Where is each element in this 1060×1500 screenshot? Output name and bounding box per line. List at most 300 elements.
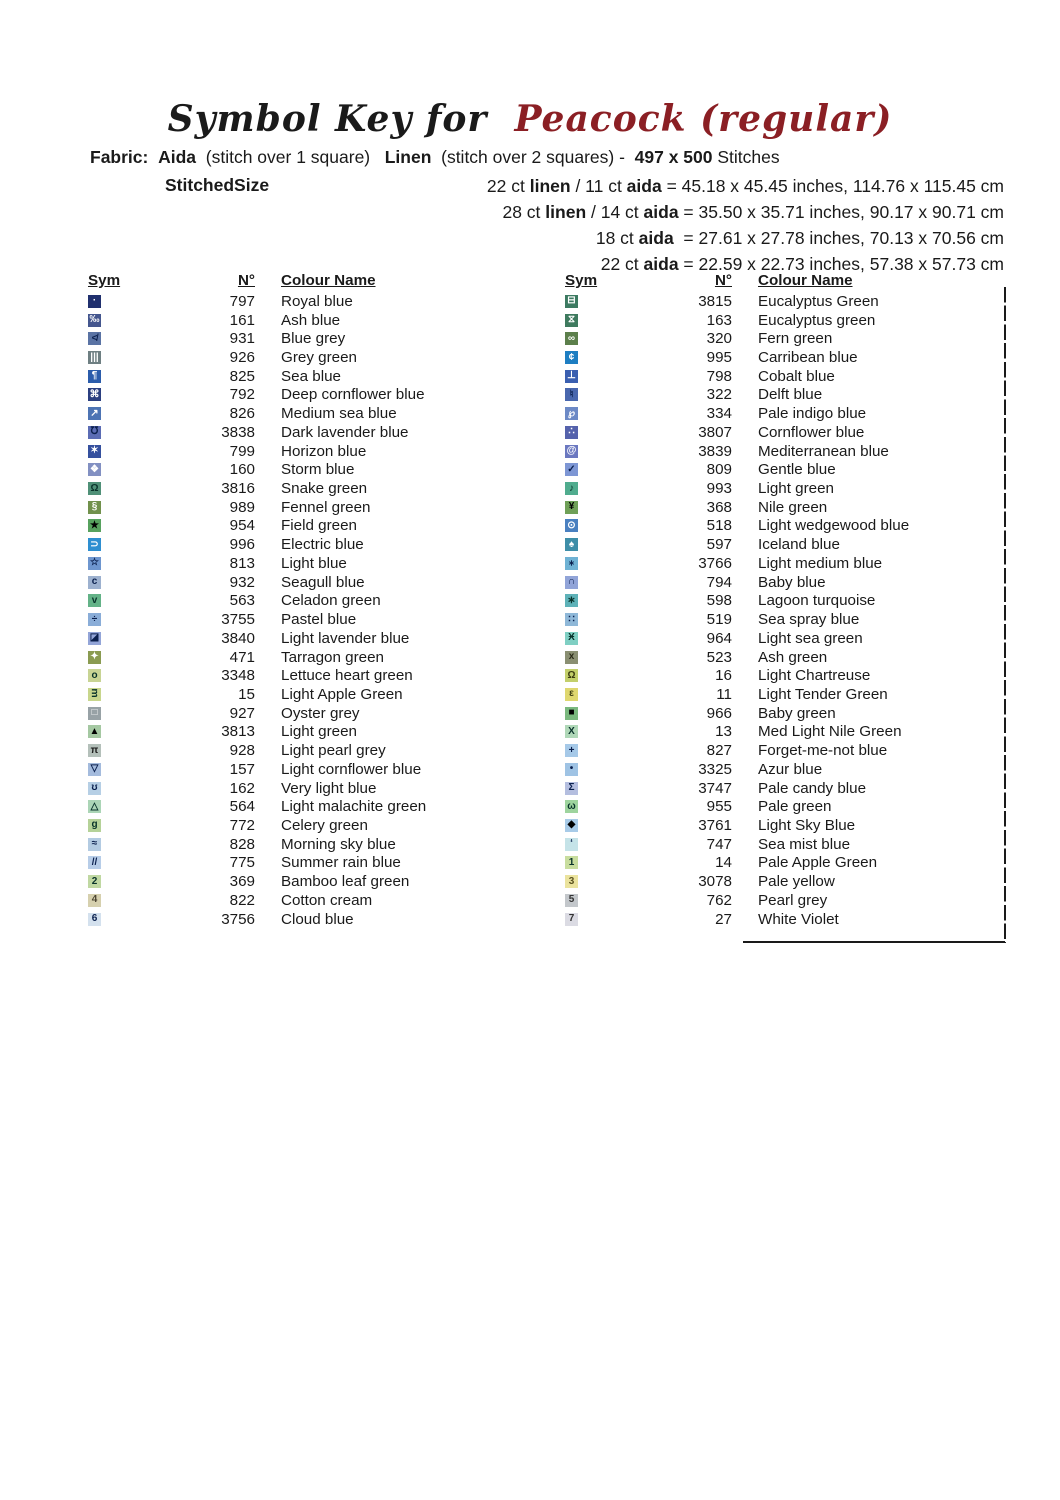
- colour-number: 762: [706, 891, 732, 909]
- colour-number: 320: [706, 330, 732, 348]
- symbol-cell: [88, 594, 102, 607]
- colour-name: Bamboo leaf green: [281, 873, 410, 891]
- symbol-swatch: ⁎: [565, 557, 578, 570]
- colour-number: 932: [229, 573, 255, 591]
- symbol-swatch: |||: [88, 351, 101, 364]
- symbol-cell: [88, 445, 102, 458]
- symbol-cell: [88, 838, 102, 851]
- colour-number: 928: [229, 742, 255, 760]
- colour-number: 995: [706, 349, 732, 367]
- table-row: [88, 423, 488, 442]
- table-row: [88, 386, 488, 405]
- header-colour-name: Colour Name: [758, 272, 853, 289]
- symbol-swatch: ‘: [565, 838, 578, 851]
- symbol-swatch: ▲: [89, 725, 100, 737]
- symbol-cell: [88, 707, 102, 720]
- colour-number: 3756: [221, 910, 255, 928]
- table-row: [88, 648, 488, 667]
- symbol-cell: [88, 463, 102, 476]
- table-row: [565, 367, 995, 386]
- symbol-swatch: ♪: [565, 482, 578, 495]
- colour-number: 157: [229, 760, 255, 778]
- colour-name: Baby blue: [758, 573, 826, 591]
- symbol-cell: [88, 819, 102, 832]
- symbol-cell: [565, 763, 579, 776]
- symbol-cell: [565, 538, 579, 551]
- symbol-cell: [565, 707, 579, 720]
- table-row: [565, 311, 995, 330]
- title-pattern-name: Peacock (regular): [500, 98, 893, 140]
- colour-number: 471: [229, 648, 255, 666]
- stitched-size-label: StitchedSize: [165, 175, 270, 195]
- colour-number: 809: [706, 461, 732, 479]
- table-row: [88, 723, 488, 742]
- table-row: [565, 891, 995, 910]
- symbol-cell: [88, 370, 102, 383]
- symbol-swatch: @: [566, 445, 577, 457]
- colour-number: 772: [229, 816, 255, 834]
- symbol-cell: [565, 800, 579, 813]
- text-bold: Linen: [384, 147, 432, 167]
- colour-number: 931: [229, 330, 255, 348]
- symbol-swatch: ¢: [565, 351, 578, 364]
- header-sym: Sym: [88, 272, 121, 289]
- colour-name: Morning sky blue: [281, 835, 396, 853]
- symbol-swatch: △: [88, 800, 101, 813]
- symbol-cell: [88, 613, 102, 626]
- table-row: [565, 479, 995, 498]
- symbol-cell: [565, 445, 579, 458]
- colour-number: 822: [229, 891, 255, 909]
- symbol-cell: [565, 557, 579, 570]
- symbol-swatch: ∞: [565, 332, 578, 345]
- symbol-swatch: Ω: [88, 482, 101, 495]
- symbol-cell: [565, 519, 579, 532]
- text: (stitch over 1 square): [196, 147, 385, 167]
- colour-number: 518: [706, 517, 732, 535]
- symbol-swatch: ⊙: [565, 519, 578, 532]
- symbol-swatch: ⊥: [565, 370, 578, 383]
- colour-name: Baby green: [758, 704, 836, 722]
- table-row: [565, 460, 995, 479]
- symbol-swatch: ♠: [565, 538, 578, 551]
- symbol-swatch: ✶: [88, 445, 101, 458]
- table-row: [88, 629, 488, 648]
- symbol-swatch: //: [88, 856, 101, 869]
- text: 28 ct: [502, 202, 546, 222]
- colour-name: Fern green: [758, 330, 833, 348]
- colour-number: 14: [715, 854, 732, 872]
- symbol-cell: [565, 669, 579, 682]
- colour-name: Pale yellow: [758, 873, 835, 891]
- colour-number: 161: [229, 311, 255, 329]
- symbol-swatch: X: [565, 725, 578, 738]
- colour-name: Celadon green: [281, 592, 381, 610]
- colour-name: Pastel blue: [281, 611, 357, 629]
- header-num: N°: [237, 272, 255, 289]
- colour-number: 828: [229, 835, 255, 853]
- colour-number: 3840: [221, 629, 255, 647]
- colour-number: 825: [229, 367, 255, 385]
- symbol-swatch: ∷: [565, 613, 578, 626]
- text-bold: aida: [638, 228, 674, 248]
- symbol-swatch: Ӿ: [565, 632, 578, 645]
- table-row: [565, 779, 995, 798]
- table-row: [565, 498, 995, 517]
- colour-number: 564: [229, 798, 255, 816]
- table-row: [88, 535, 488, 554]
- symbol-swatch: o: [88, 669, 101, 682]
- symbol-cell: [565, 838, 579, 851]
- colour-number: 13: [715, 723, 732, 741]
- symbol-swatch: ■: [565, 707, 578, 720]
- colour-number: 747: [706, 835, 732, 853]
- table-row: [88, 685, 488, 704]
- colour-name: Fennel green: [281, 498, 371, 516]
- colour-name: Light green: [281, 723, 357, 741]
- symbol-cell: [88, 856, 102, 869]
- colour-number: 775: [229, 854, 255, 872]
- symbol-swatch: ⧖: [565, 314, 578, 327]
- table-row: [565, 666, 995, 685]
- colour-number: 989: [229, 498, 255, 516]
- colour-number: 3815: [698, 292, 732, 310]
- table-row: [88, 704, 488, 723]
- table-row: [88, 854, 488, 873]
- symbol-swatch: 1: [565, 856, 578, 869]
- symbol-cell: [88, 800, 102, 813]
- colour-name: Sea blue: [281, 367, 341, 385]
- colour-name: Delft blue: [758, 386, 823, 404]
- text-bold: linen: [545, 202, 587, 222]
- symbol-cell: [565, 463, 579, 476]
- colour-name: Cloud blue: [281, 910, 354, 928]
- symbol-cell: [88, 519, 102, 532]
- text: 22 ct: [486, 176, 530, 196]
- symbol-swatch: 4: [88, 894, 101, 907]
- symbol-swatch: ✓: [565, 463, 578, 476]
- text: = 27.61 x 27.78 inches, 70.13 x 70.56 cm: [673, 228, 1004, 248]
- colour-number: 826: [229, 405, 255, 423]
- symbol-cell: [565, 894, 579, 907]
- symbol-swatch: §: [88, 501, 101, 514]
- symbol-swatch: ‰: [89, 314, 100, 326]
- symbol-swatch: ∗: [565, 594, 578, 607]
- colour-number: 162: [229, 779, 255, 797]
- fabric-line: [90, 147, 780, 168]
- symbol-swatch: 5: [565, 894, 578, 907]
- colour-name: Summer rain blue: [281, 854, 401, 872]
- colour-name: Electric blue: [281, 536, 364, 554]
- colour-name: Mediterranean blue: [758, 442, 889, 460]
- text-bold: aida: [626, 176, 662, 196]
- table-row: [88, 367, 488, 386]
- symbol-swatch: ↗: [88, 407, 101, 420]
- colour-name: Horizon blue: [281, 442, 367, 460]
- table-row: [88, 479, 488, 498]
- colour-name: Snake green: [281, 480, 368, 498]
- symbol-cell: [565, 913, 579, 926]
- text-bold: linen: [529, 176, 571, 196]
- symbol-swatch: ≮: [88, 332, 101, 345]
- table-row: [565, 648, 995, 667]
- symbol-swatch: ≈: [88, 838, 101, 851]
- colour-number: 27: [715, 910, 732, 928]
- colour-name: Sea spray blue: [758, 611, 860, 629]
- text: 18 ct: [595, 228, 639, 248]
- symbol-cell: [88, 632, 102, 645]
- colour-name: Seagull blue: [281, 573, 365, 591]
- colour-number: 3078: [698, 873, 732, 891]
- table-row: [565, 573, 995, 592]
- table-row: [565, 404, 995, 423]
- colour-name: Light lavender blue: [281, 629, 410, 647]
- colour-number: 794: [706, 573, 732, 591]
- colour-number: 3816: [221, 480, 255, 498]
- colour-number: 792: [229, 386, 255, 404]
- symbol-swatch: ◪: [89, 632, 100, 644]
- symbol-cell: [565, 782, 579, 795]
- table-right-border: [1004, 287, 1006, 943]
- colour-name: Ash blue: [281, 311, 341, 329]
- table-header-row: [565, 272, 995, 292]
- colour-name: Nile green: [758, 498, 828, 516]
- table-row: [88, 797, 488, 816]
- symbol-swatch: ⊟: [565, 295, 578, 308]
- symbol-cell: [88, 894, 102, 907]
- colour-name: Field green: [281, 517, 357, 535]
- symbol-swatch: •: [565, 763, 578, 776]
- colour-number: 3813: [221, 723, 255, 741]
- table-row: [565, 816, 995, 835]
- table-row: [565, 760, 995, 779]
- colour-number: 160: [229, 461, 255, 479]
- colour-number: 966: [706, 704, 732, 722]
- colour-name: Deep cornflower blue: [281, 386, 425, 404]
- symbol-cell: [88, 538, 102, 551]
- symbol-swatch: ☆: [88, 557, 101, 570]
- header-colour-name: Colour Name: [281, 272, 376, 289]
- colour-name: Eucalyptus green: [758, 311, 876, 329]
- table-row: [565, 685, 995, 704]
- header-num: N°: [714, 272, 732, 289]
- colour-name: Pale candy blue: [758, 779, 867, 797]
- symbol-cell: [565, 370, 579, 383]
- colour-name: Tarragon green: [281, 648, 385, 666]
- symbol-swatch: ⌘: [89, 388, 100, 400]
- table-row: [88, 311, 488, 330]
- table-row: [88, 891, 488, 910]
- colour-number: 519: [706, 611, 732, 629]
- text: 22 ct: [600, 254, 644, 274]
- colour-name: Pale indigo blue: [758, 405, 867, 423]
- symbol-cell: [88, 314, 102, 327]
- symbol-swatch: g: [88, 819, 101, 832]
- symbol-cell: [88, 763, 102, 776]
- text-bold: aida: [643, 254, 679, 274]
- table-row: [88, 741, 488, 760]
- symbol-cell: [88, 576, 102, 589]
- header-sym: Sym: [565, 272, 598, 289]
- table-row: [88, 329, 488, 348]
- symbol-swatch: 7: [565, 913, 578, 926]
- symbol-cell: [88, 744, 102, 757]
- colour-number: 3807: [698, 423, 732, 441]
- colour-name: Forget-me-not blue: [758, 742, 888, 760]
- colour-name: Pearl grey: [758, 891, 828, 909]
- symbol-swatch: ᴟ: [88, 688, 101, 701]
- colour-number: 597: [706, 536, 732, 554]
- table-body-left: [88, 292, 488, 928]
- stitched-size-line: [0, 173, 1004, 199]
- symbol-cell: [565, 856, 579, 869]
- symbol-swatch: ◆: [565, 819, 578, 832]
- symbol-swatch: ÷: [88, 613, 101, 626]
- symbol-table-right: [565, 272, 995, 928]
- symbol-swatch: x: [565, 651, 578, 664]
- symbol-swatch: ★: [88, 519, 101, 532]
- colour-name: Pale Apple Green: [758, 854, 878, 872]
- symbol-cell: [565, 426, 579, 439]
- colour-name: Light malachite green: [281, 798, 427, 816]
- text-bold: aida: [643, 202, 679, 222]
- text-bold: Fabric:: [90, 147, 149, 167]
- table-row: [565, 910, 995, 929]
- colour-name: Light Tender Green: [758, 685, 888, 703]
- symbol-swatch: Ω: [565, 669, 578, 682]
- table-row: [88, 592, 488, 611]
- symbol-swatch: ❖: [88, 463, 101, 476]
- table-row: [88, 910, 488, 929]
- table-row: [565, 423, 995, 442]
- colour-number: 993: [706, 480, 732, 498]
- colour-number: 797: [229, 292, 255, 310]
- symbol-swatch: 6: [88, 913, 101, 926]
- colour-number: 322: [706, 386, 732, 404]
- colour-name: Ash green: [758, 648, 828, 666]
- colour-name: Carribean blue: [758, 349, 858, 367]
- symbol-cell: [565, 819, 579, 832]
- text-bold: Aida: [158, 147, 197, 167]
- colour-number: 926: [229, 349, 255, 367]
- table-row: [565, 797, 995, 816]
- text: [148, 147, 158, 167]
- symbol-cell: [565, 332, 579, 345]
- colour-number: 3747: [698, 779, 732, 797]
- symbol-cell: [565, 651, 579, 664]
- colour-number: 15: [238, 685, 255, 703]
- colour-name: Gentle blue: [758, 461, 836, 479]
- table-row: [88, 666, 488, 685]
- symbol-cell: [565, 388, 579, 401]
- colour-name: Pale green: [758, 798, 832, 816]
- symbol-swatch: ω: [565, 800, 578, 813]
- colour-name: Iceland blue: [758, 536, 840, 554]
- colour-name: Light wedgewood blue: [758, 517, 910, 535]
- symbol-cell: [565, 295, 579, 308]
- colour-name: Cotton cream: [281, 891, 373, 909]
- colour-name: Very light blue: [281, 779, 377, 797]
- colour-number: 827: [706, 742, 732, 760]
- symbol-cell: [88, 688, 102, 701]
- colour-name: Med Light Nile Green: [758, 723, 902, 741]
- stitched-size-line: [0, 225, 1004, 251]
- text: Stitches: [712, 147, 780, 167]
- symbol-swatch: ∩: [565, 576, 578, 589]
- symbol-cell: [565, 576, 579, 589]
- colour-name: Cobalt blue: [758, 367, 835, 385]
- table-row: [88, 404, 488, 423]
- symbol-cell: [565, 875, 579, 888]
- table-row: [565, 704, 995, 723]
- symbol-cell: [88, 875, 102, 888]
- symbol-cell: [565, 594, 579, 607]
- title-prefix: Symbol Key for: [167, 98, 501, 140]
- colour-name: Sea mist blue: [758, 835, 851, 853]
- symbol-swatch: ⊃: [88, 538, 101, 551]
- colour-name: Grey green: [281, 349, 357, 367]
- colour-name: Dark lavender blue: [281, 423, 409, 441]
- colour-name: Lettuce heart green: [281, 667, 413, 685]
- table-row: [565, 348, 995, 367]
- colour-number: 813: [229, 554, 255, 572]
- colour-name: Light Chartreuse: [758, 667, 871, 685]
- table-row: [565, 386, 995, 405]
- symbol-cell: [565, 744, 579, 757]
- symbol-swatch: ·: [88, 295, 101, 308]
- colour-name: Celery green: [281, 816, 368, 834]
- colour-number: 3766: [698, 554, 732, 572]
- colour-name: Light green: [758, 480, 834, 498]
- table-row: [565, 723, 995, 742]
- colour-number: 3838: [221, 423, 255, 441]
- table-row: [565, 629, 995, 648]
- table-row: [565, 835, 995, 854]
- symbol-swatch: ¶: [88, 370, 101, 383]
- stitched-size-lines: [0, 173, 1004, 277]
- colour-name: Storm blue: [281, 461, 355, 479]
- colour-name: Azur blue: [758, 760, 823, 778]
- symbol-swatch: ℧: [88, 426, 101, 439]
- symbol-cell: [565, 613, 579, 626]
- colour-number: 927: [229, 704, 255, 722]
- table-row: [565, 329, 995, 348]
- symbol-cell: [88, 388, 102, 401]
- table-row: [565, 554, 995, 573]
- symbol-swatch: ▽: [88, 763, 101, 776]
- text: / 14 ct: [586, 202, 644, 222]
- colour-name: Light blue: [281, 554, 347, 572]
- table-row: [88, 498, 488, 517]
- stitched-size-line: [0, 199, 1004, 225]
- table-row: [88, 573, 488, 592]
- colour-number: 954: [229, 517, 255, 535]
- symbol-cell: [88, 782, 102, 795]
- text: = 45.18 x 45.45 inches, 114.76 x 115.45 cm: [661, 176, 1004, 196]
- symbol-cell: [88, 482, 102, 495]
- colour-number: 955: [706, 798, 732, 816]
- colour-name: Light Sky Blue: [758, 816, 856, 834]
- colour-number: 563: [229, 592, 255, 610]
- symbol-swatch: Σ: [565, 782, 578, 795]
- table-row: [88, 816, 488, 835]
- table-row: [88, 442, 488, 461]
- symbol-cell: [565, 482, 579, 495]
- colour-number: 369: [229, 873, 255, 891]
- table-row: [565, 872, 995, 891]
- table-row: [565, 741, 995, 760]
- colour-number: 3761: [698, 816, 732, 834]
